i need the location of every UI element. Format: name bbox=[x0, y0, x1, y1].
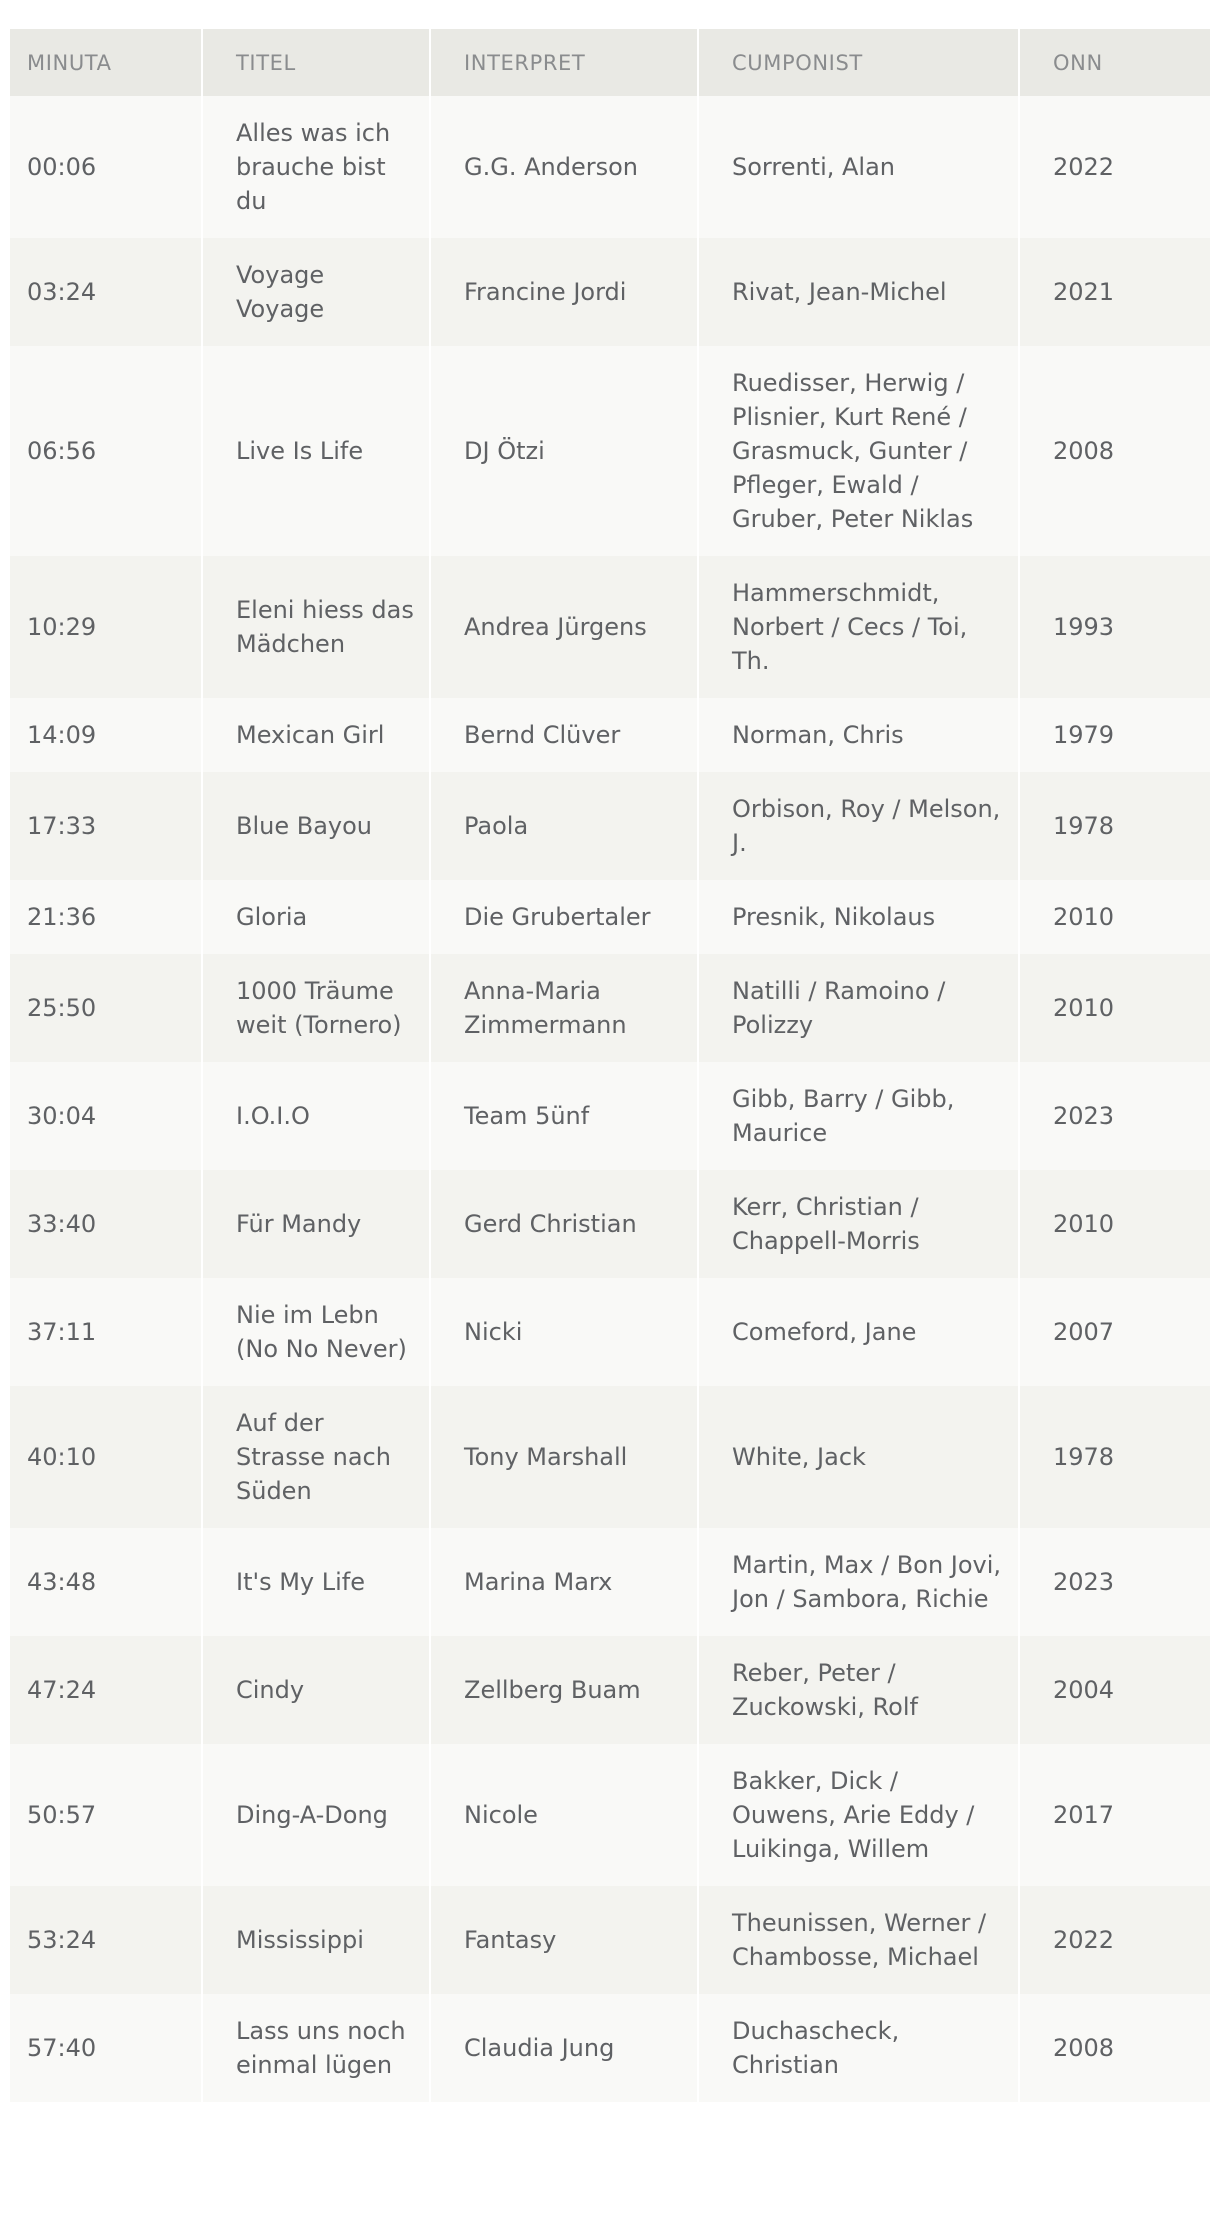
table-row bbox=[10, 1744, 1210, 1886]
table-row bbox=[10, 1170, 1210, 1278]
playlist-table-container bbox=[10, 29, 1210, 2102]
cell-titel: I.O.I.O bbox=[201, 1062, 429, 1170]
cell-cumponist: Ruedisser, Herwig / Plisnier, Kurt René / Grasmuck, Gunter / Pfleger, Ewald / Gruber, Peter Niklas bbox=[697, 346, 1018, 556]
cell-minuta: 53:24 bbox=[10, 1886, 201, 1994]
cell-interpret: Francine Jordi bbox=[429, 238, 697, 346]
cell-cumponist: Comeford, Jane bbox=[697, 1278, 1018, 1386]
cell-onn: 2023 bbox=[1018, 1062, 1210, 1170]
cell-minuta: 03:24 bbox=[10, 238, 201, 346]
table-body bbox=[10, 96, 1210, 2102]
table-row bbox=[10, 954, 1210, 1062]
cell-minuta: 06:56 bbox=[10, 346, 201, 556]
cell-minuta: 40:10 bbox=[10, 1386, 201, 1528]
cell-minuta: 21:36 bbox=[10, 880, 201, 954]
cell-onn: 1978 bbox=[1018, 1386, 1210, 1528]
table-row bbox=[10, 556, 1210, 698]
cell-interpret: Team 5ünf bbox=[429, 1062, 697, 1170]
column-header-minuta: MINUTA bbox=[10, 29, 201, 96]
playlist-table bbox=[10, 29, 1210, 2102]
cell-onn: 1978 bbox=[1018, 772, 1210, 880]
table-row bbox=[10, 238, 1210, 346]
cell-titel: Ding-A-Dong bbox=[201, 1744, 429, 1886]
cell-cumponist: Sorrenti, Alan bbox=[697, 96, 1018, 238]
cell-cumponist: Hammerschmidt, Norbert / Cecs / Toi, Th. bbox=[697, 556, 1018, 698]
cell-titel: Auf der Strasse nach Süden bbox=[201, 1386, 429, 1528]
cell-minuta: 50:57 bbox=[10, 1744, 201, 1886]
cell-titel: Lass uns noch einmal lügen bbox=[201, 1994, 429, 2102]
table-row bbox=[10, 1062, 1210, 1170]
cell-interpret: Nicki bbox=[429, 1278, 697, 1386]
cell-cumponist: Theunissen, Werner / Chambosse, Michael bbox=[697, 1886, 1018, 1994]
cell-onn: 2022 bbox=[1018, 96, 1210, 238]
cell-interpret: Gerd Christian bbox=[429, 1170, 697, 1278]
cell-onn: 2023 bbox=[1018, 1528, 1210, 1636]
cell-minuta: 25:50 bbox=[10, 954, 201, 1062]
cell-interpret: Die Grubertaler bbox=[429, 880, 697, 954]
cell-interpret: Fantasy bbox=[429, 1886, 697, 1994]
cell-cumponist: Orbison, Roy / Melson, J. bbox=[697, 772, 1018, 880]
cell-interpret: Claudia Jung bbox=[429, 1994, 697, 2102]
cell-cumponist: Norman, Chris bbox=[697, 698, 1018, 772]
cell-minuta: 14:09 bbox=[10, 698, 201, 772]
cell-interpret: Marina Marx bbox=[429, 1528, 697, 1636]
cell-titel: Mississippi bbox=[201, 1886, 429, 1994]
cell-titel: Mexican Girl bbox=[201, 698, 429, 772]
cell-cumponist: Reber, Peter / Zuckowski, Rolf bbox=[697, 1636, 1018, 1744]
cell-interpret: Bernd Clüver bbox=[429, 698, 697, 772]
cell-minuta: 17:33 bbox=[10, 772, 201, 880]
cell-cumponist: Kerr, Christian / Chappell-Morris bbox=[697, 1170, 1018, 1278]
cell-onn: 2007 bbox=[1018, 1278, 1210, 1386]
cell-minuta: 57:40 bbox=[10, 1994, 201, 2102]
table-row bbox=[10, 96, 1210, 238]
cell-titel: Alles was ich brauche bist du bbox=[201, 96, 429, 238]
cell-minuta: 30:04 bbox=[10, 1062, 201, 1170]
table-row bbox=[10, 772, 1210, 880]
table-row bbox=[10, 1886, 1210, 1994]
cell-interpret: Zellberg Buam bbox=[429, 1636, 697, 1744]
header-row bbox=[10, 29, 1210, 96]
cell-onn: 2010 bbox=[1018, 1170, 1210, 1278]
cell-onn: 2010 bbox=[1018, 880, 1210, 954]
cell-interpret: DJ Ötzi bbox=[429, 346, 697, 556]
cell-interpret: G.G. Anderson bbox=[429, 96, 697, 238]
cell-minuta: 33:40 bbox=[10, 1170, 201, 1278]
table-header bbox=[10, 29, 1210, 96]
cell-titel: Voyage Voyage bbox=[201, 238, 429, 346]
cell-onn: 2008 bbox=[1018, 346, 1210, 556]
cell-onn: 2017 bbox=[1018, 1744, 1210, 1886]
cell-interpret: Paola bbox=[429, 772, 697, 880]
cell-titel: It's My Life bbox=[201, 1528, 429, 1636]
cell-titel: Live Is Life bbox=[201, 346, 429, 556]
table-row bbox=[10, 1386, 1210, 1528]
cell-onn: 2004 bbox=[1018, 1636, 1210, 1744]
cell-onn: 2021 bbox=[1018, 238, 1210, 346]
cell-titel: 1000 Träume weit (Tornero) bbox=[201, 954, 429, 1062]
column-header-interpret: INTERPRET bbox=[429, 29, 697, 96]
cell-titel: Cindy bbox=[201, 1636, 429, 1744]
column-header-onn: ONN bbox=[1018, 29, 1210, 96]
table-row bbox=[10, 880, 1210, 954]
table-row bbox=[10, 346, 1210, 556]
cell-cumponist: Gibb, Barry / Gibb, Maurice bbox=[697, 1062, 1018, 1170]
cell-interpret: Nicole bbox=[429, 1744, 697, 1886]
cell-titel: Gloria bbox=[201, 880, 429, 954]
table-row bbox=[10, 1636, 1210, 1744]
cell-interpret: Andrea Jürgens bbox=[429, 556, 697, 698]
cell-interpret: Tony Marshall bbox=[429, 1386, 697, 1528]
cell-cumponist: Bakker, Dick / Ouwens, Arie Eddy / Luikinga, Willem bbox=[697, 1744, 1018, 1886]
cell-titel: Eleni hiess das Mädchen bbox=[201, 556, 429, 698]
cell-titel: Nie im Lebn (No No Never) bbox=[201, 1278, 429, 1386]
cell-interpret: Anna-Maria Zimmermann bbox=[429, 954, 697, 1062]
table-row bbox=[10, 1528, 1210, 1636]
table-row bbox=[10, 1994, 1210, 2102]
table-row bbox=[10, 698, 1210, 772]
cell-onn: 1979 bbox=[1018, 698, 1210, 772]
cell-cumponist: Martin, Max / Bon Jovi, Jon / Sambora, Richie bbox=[697, 1528, 1018, 1636]
cell-cumponist: Presnik, Nikolaus bbox=[697, 880, 1018, 954]
cell-onn: 2022 bbox=[1018, 1886, 1210, 1994]
cell-minuta: 00:06 bbox=[10, 96, 201, 238]
cell-onn: 2008 bbox=[1018, 1994, 1210, 2102]
cell-cumponist: Rivat, Jean-Michel bbox=[697, 238, 1018, 346]
cell-cumponist: Natilli / Ramoino / Polizzy bbox=[697, 954, 1018, 1062]
column-header-cumponist: CUMPONIST bbox=[697, 29, 1018, 96]
cell-titel: Für Mandy bbox=[201, 1170, 429, 1278]
cell-cumponist: White, Jack bbox=[697, 1386, 1018, 1528]
cell-minuta: 43:48 bbox=[10, 1528, 201, 1636]
cell-minuta: 47:24 bbox=[10, 1636, 201, 1744]
column-header-titel: TITEL bbox=[201, 29, 429, 96]
cell-minuta: 10:29 bbox=[10, 556, 201, 698]
cell-minuta: 37:11 bbox=[10, 1278, 201, 1386]
cell-onn: 1993 bbox=[1018, 556, 1210, 698]
cell-cumponist: Duchascheck, Christian bbox=[697, 1994, 1018, 2102]
cell-titel: Blue Bayou bbox=[201, 772, 429, 880]
table-row bbox=[10, 1278, 1210, 1386]
cell-onn: 2010 bbox=[1018, 954, 1210, 1062]
